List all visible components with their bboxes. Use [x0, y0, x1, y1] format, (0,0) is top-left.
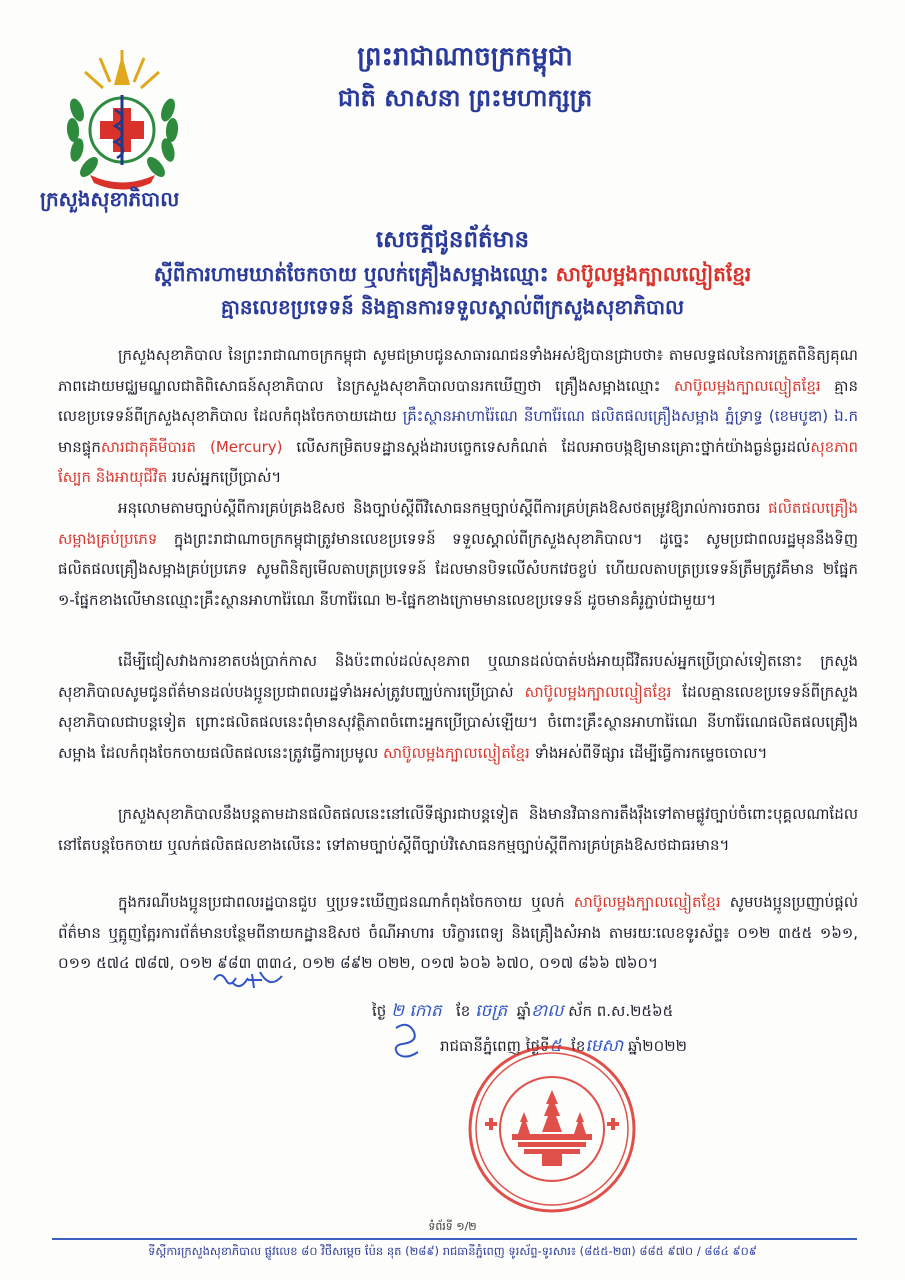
page-number: ទំព័រទី ១/២: [428, 1220, 477, 1233]
product-category: ផលិតផលគ្រឿងសម្អាងគ្រប់ប្រភេទ: [58, 499, 858, 548]
paragraph-text: អនុលោមតាមច្បាប់ស្តីពីការគ្រប់គ្រងឱសថ និងច្បាប់ស្តីពីវិសោធនកម្មច្បាប់ស្តីពីការគ្រប់គ្រងឱសថតម្រូវឱ្យរាល់ការចរាចរ: [118, 499, 769, 517]
paragraph-text: ក្នុងករណីបងប្អូនប្រជាពលរដ្ឋបានជួប ឬប្រទះឃើញជនណាកំពុងចែកចាយ ឬលក់: [118, 893, 574, 911]
handwritten-initials-icon: [210, 968, 290, 996]
product-name: សាប៊ូលម្អងក្បាលល្មៀតខ្មែរ: [524, 682, 672, 701]
handwritten-mark-icon: [388, 1022, 428, 1060]
handwritten-year: ខាល: [531, 1001, 564, 1021]
substance-name: សារជាតុគីមីបារត (Mercury): [100, 437, 283, 456]
company-name: គ្រឹះស្ថានអាហារ៉ៃណេ នីហារ៉ែណេ ផលិតផលគ្រឿងសម្អាង ភ្នំទ្រាទ្ធ (ខេមបូឌា) ឯ.ក: [402, 407, 858, 425]
year-label: ឆ្នាំ២០២២: [627, 1037, 687, 1055]
date-era: ស័ក ព.ស.២៥៦៥: [568, 1002, 674, 1020]
document-title: សេចក្តីជូនព័ត៌មាន: [375, 227, 530, 253]
product-name: សាប៊ូលម្អងក្បាលល្មៀតខ្មែរ: [673, 376, 821, 395]
paragraph-5: [58, 887, 858, 979]
official-seal-icon: [452, 1042, 652, 1217]
paragraph-2: [58, 493, 858, 615]
paragraph-text: របស់អ្នកប្រើប្រាស់។: [167, 468, 282, 486]
ministry-logo: [55, 40, 190, 190]
paragraph-text: ដើម្បីជៀសវាងការខាតបង់ប្រាក់កាស និងប៉ះពាល់ដល់សុខភាព ឬឈានដល់បាត់បង់អាយុជីវិតរបស់អ្នកប្រើប្រាស់ទៀតនោះ ក្រសួងសុខាភិបាលសូមជូនព័ត៌មានដល់បងប្អូនប្រជាពលរដ្ឋទាំងអស់ត្រូវបញ្ឈប់ការប្រើប្រាស់: [58, 652, 858, 701]
handwritten-month: ចេត្រ: [475, 1001, 508, 1021]
paragraph-text: សូមបងប្អូនប្រញាប់ផ្តល់ព័ត៌មាន ឬត្អូញត្អែរការព័ត៌មានបន្ថែមពីនាយកដ្ឋានឱសថ ចំណីអាហារ បរិក្ខារពេទ្យ និងគ្រឿងសំអាង តាមរយៈលេខទូរស័ព្ទ៖ ០១២ ៣៥៥ ១៦១, ០១១ ៥៧៤ ៧៨៧, ០១២ ៩៨៣ ៣៣៤, ០១២ ៨៩២ ០២២, ០១៧ ៦០៦ ៦៧០, ០១៧ ៨៦៦ ៧៦០។: [58, 893, 859, 972]
paragraph-text: ក្រសួងសុខាភិបាល នៃព្រះរាជាណាចក្រកម្ពុជា សូមជម្រាបជូនសាធារណជនទាំងអស់ឱ្យបានជ្រាបថា៖ តាមលទ្ធផលនៃការត្រួតពិនិត្យគុណភាពដោយមជ្ឈមណ្ឌលជាតិពិសោធន៍សុខាភិបាល នៃក្រសួងសុខាភិបាលបានរកឃើញថា គ្រឿងសម្អាងឈ្មោះ: [58, 346, 858, 395]
handwritten-day-number: ៥: [549, 1036, 562, 1056]
paragraph-1: [58, 340, 858, 493]
date-label: ឆ្នាំ: [516, 1002, 532, 1020]
date-label: ថ្ងៃ: [372, 1002, 387, 1020]
ministry-name: ក្រសួងសុខាភិបាល: [40, 187, 180, 211]
paragraph-3: [58, 646, 858, 768]
document-subtitle-line-2: គ្មានលេខប្រទេទន៍ និងគ្មានការទទួលស្គាល់ពីក្រសួងសុខាភិបាល: [220, 295, 685, 319]
date-label: ខែ: [571, 1037, 586, 1055]
product-name: សាប៊ូលម្អងក្បាលល្មៀតខ្មែរ: [383, 743, 530, 762]
paragraph-text: មានផ្ទុក: [58, 437, 101, 456]
document-subtitle-line-1: [40, 261, 865, 291]
paragraph-text: ទាំងអស់ពីទីផ្សារ ដើម្បីធ្វើការកម្ទេចចោល។: [529, 743, 768, 762]
paragraph-text: គ្មានលេខប្រទេទន៍ពីក្រសួងសុខាភិបាល ដែលកំពុងចែកចាយដោយ: [58, 376, 858, 425]
date-label: ខែ: [456, 1002, 471, 1020]
national-motto: ជាតិ សាសនា ព្រះមហាក្សត្រ: [337, 84, 593, 112]
paragraph-text: ក្នុងព្រះរាជាណាចក្រកម្ពុជាត្រូវមានលេខប្រទេទន៍ ទទួលស្គាល់ពីក្រសួងសុខាភិបាល។ ដូច្នេះ សូមប្រជាពលរដ្ឋមុននឹងទិញផលិតផលគ្រឿងសម្អាងគ្រប់ប្រភេទ សូមពិនិត្យមើលតាបត្រប្រទេទន៍ ដែលមានបិទលើសំបកវេចខ្ចប់ ហើយលតាបត្រប្រទេទន៍ត្រឹមត្រូវគឺមាន ២ផ្នែក ១-ផ្នែកខាងលើមានឈ្មោះគ្រឹះស្ថានអាហារ៉ៃណេ នីហារ៉ែណេ ២-ផ្នែកខាងក្រោមមានលេខប្រទេទន៍ ដូចមានគំរូភ្ជាប់ជាមួយ។: [58, 529, 858, 609]
place-label: រាជធានីភ្នំពេញ ថ្ងៃទី: [440, 1037, 550, 1055]
handwritten-day: ២ កោត: [391, 1001, 442, 1021]
paragraph-4: [58, 799, 858, 860]
paragraph-text: លើសកម្រិតបទដ្ឋានស្តង់ដារបច្ចេកទេសកំណត់ ដែលអាចបង្កឱ្យមានគ្រោះថ្នាក់យ៉ាងធ្ងន់ធ្ងរដល់: [282, 437, 811, 456]
kingdom-heading: ព្រះរាជាណាចក្រកម្ពុជា: [357, 42, 573, 72]
footer-address: ទីស្តីការក្រសួងសុខាភិបាល ផ្លូវលេខ ៨០ វិថីសម្តេច ប៉ែន នុត (២៨៩) រាជធានីភ្នំពេញ ទូរស័ព្ទ-ទូរសារ៖ (៨៥៥-២៣) ៨៨៥ ៩៧០ / ៨៨៤ ៩០៩: [148, 1244, 757, 1258]
product-name: សាប៊ូលម្អងក្បាលល្មៀតខ្មែរ: [555, 262, 752, 286]
paragraph-text: ក្រសួងសុខាភិបាលនឹងបន្តតាមដានផលិតផលនេះនៅលើទីផ្សារជាបន្តទៀត និងមានវិធានការតឹងរ៉ឹងទៅតាមផ្លូវច្បាប់ចំពោះបុគ្គលណាដែលនៅតែបន្តចែកចាយ ឬលក់ផលិតផលខាងលើនេះ ទៅតាមច្បាប់ស្តីពីច្បាប់វិសោធនកម្មច្បាប់ស្តីពីការគ្រប់គ្រងឱសថជាធរមាន។: [58, 805, 858, 854]
paragraph-text: ដែលគ្មានលេខប្រទេទន៍ពីក្រសួងសុខាភិបាលជាបន្តទៀត ព្រោះផលិតផលនេះពុំមានសុវត្ថិភាពចំពោះអ្នកប្រើប្រាស់ឡើយ។ ចំពោះគ្រឹះស្ថានអាហារ៉ៃណេ នីហារ៉ែណេផលិតផលគ្រឿងសម្អាង ដែលកំពុងចែកចាយផលិតផលនេះត្រូវធ្វើការប្រមូល: [58, 682, 858, 762]
product-name: សាប៊ូលម្អងក្បាលល្មៀតខ្មែរ: [573, 893, 721, 911]
footer-divider: [52, 1238, 857, 1240]
health-risk: សុខភាពស្បែក និងអាយុជីវិត: [58, 437, 858, 486]
handwritten-month-name: មេសា: [585, 1036, 624, 1056]
subtitle-text: ស្តីពីការហាមឃាត់ចែកចាយ ឬលក់គ្រឿងសម្អាងឈ្មោះ: [153, 262, 556, 286]
